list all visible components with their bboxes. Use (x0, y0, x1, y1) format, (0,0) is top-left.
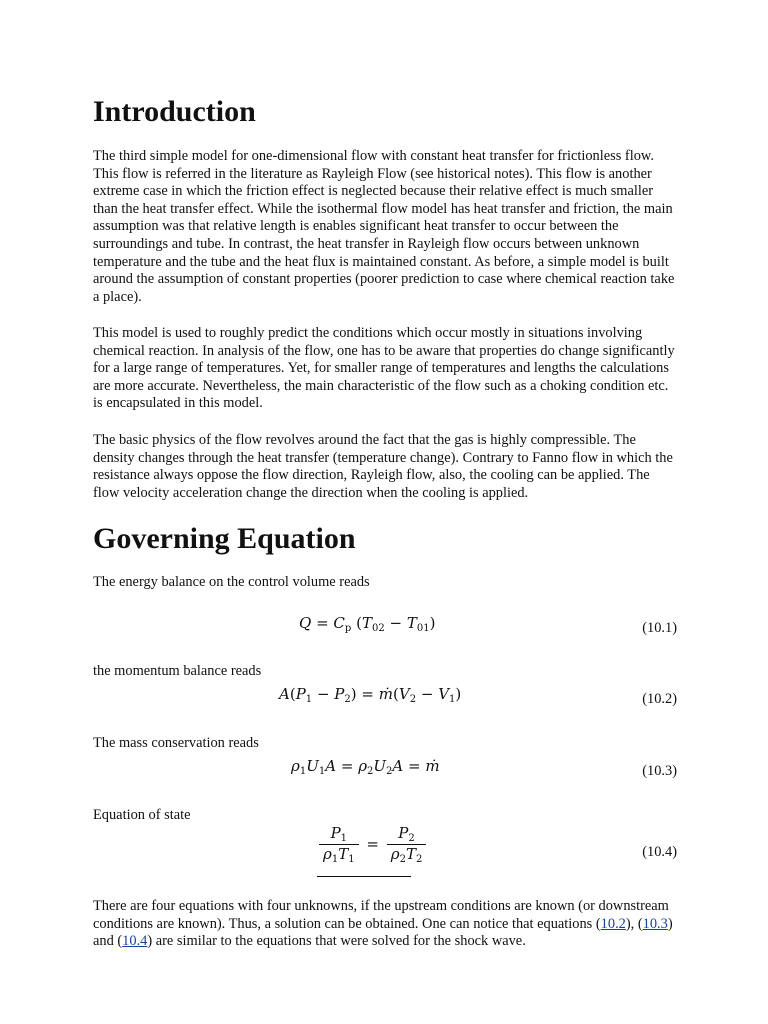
closing-paragraph (93, 898, 677, 951)
equation-number: (10.3) (642, 763, 677, 779)
equation-10-3 (93, 757, 677, 785)
equation-of-state-label: Equation of state (93, 807, 191, 823)
fraction-right: $\frac{P_2}{\rho_2T_2}$ (387, 824, 427, 865)
closing-text-1: There are four equations with four unknowns, if the upstream conditions are known (or downstream conditions are known). Thus, a solution can be obtained. One can notice that equations ( (93, 898, 669, 932)
equation-ref-10-4[interactable]: 10.4 (122, 933, 148, 950)
fraction-left: $\frac{P_1}{\rho_1T_1}$ (319, 824, 359, 865)
equation-10-4 (93, 824, 677, 872)
intro-paragraph-1: The third simple model for one-dimensional flow with constant heat transfer for frictionless flow. This flow is referred in the literature as Rayleigh Flow (see historical notes). This flow is another extreme case in which the friction effect is neglected because their relative effect is much smaller than the heat transfer effect. While the isothermal flow model has heat transfer and friction, the main assumption was that relative length is enables significant heat transfer to occur between the surroundings and tube. In contrast, the heat transfer in Rayleigh flow occurs between unknown temperature and the tube and the heat flux is maintained constant. As before, a simple model is built around the assumption of constant properties (poorer prediction to case where chemical reaction take a place). (93, 148, 675, 305)
equation-ref-10-2[interactable]: 10.2 (600, 915, 626, 932)
closing-text-2: ), ( (625, 915, 643, 932)
momentum-balance-label: the momentum balance reads (93, 663, 262, 679)
equation-10-4-formula: $\frac{P_1}{\rho_1T_1}$ = $\frac{P_2}{\rho_2T_2}$ (319, 824, 426, 865)
closing-text-4: ) are similar to the equations that were solved for the shock wave. (147, 933, 526, 950)
intro-paragraph-3: The basic physics of the flow revolves around the fact that the gas is highly compressible. The density changes through the heat transfer (temperature change). Contrary to Fanno flow in which the resistance always oppose the flow direction, Rayleigh flow, also, the cooling can be applied. The flow velocity acceleration change the direction when the cooling is applied. (93, 432, 673, 501)
section-title-governing-equation: Governing Equation (93, 522, 356, 555)
section-title-introduction: Introduction (93, 95, 256, 128)
equation-number: (10.4) (642, 844, 677, 860)
equation-underline (317, 876, 411, 877)
energy-balance-label: The energy balance on the control volume reads (93, 574, 370, 590)
equation-number: (10.1) (642, 620, 677, 636)
closing-text-3: ) and ( (93, 915, 673, 950)
equation-10-1-formula: $Q = C_p$ $(T_{02} - T_{01})$ (299, 614, 436, 634)
equation-10-2-formula: $A(P_1 - P_2)$ = $ṁ(V_2 - V_1)$ (279, 685, 462, 705)
mass-conservation-label: The mass conservation reads (93, 735, 259, 751)
intro-paragraph-2: This model is used to roughly predict the conditions which occur mostly in situations involving chemical reaction. In analysis of the flow, one has to be aware that properties do change significantly for a large range of temperatures. Yet, for smaller range of temperatures and lengths the calculations are more accurate. Nevertheless, the main characteristic of the flow such as a choking condition etc. is encapsulated in this model. (93, 325, 675, 412)
equation-ref-10-3[interactable]: 10.3 (642, 915, 668, 932)
equation-number: (10.2) (642, 691, 677, 707)
equation-10-1 (93, 614, 677, 642)
equation-10-3-formula: $\rho_1U_1A = \rho_2U_2A$ = ṁ (291, 757, 440, 777)
equation-10-2 (93, 685, 677, 713)
